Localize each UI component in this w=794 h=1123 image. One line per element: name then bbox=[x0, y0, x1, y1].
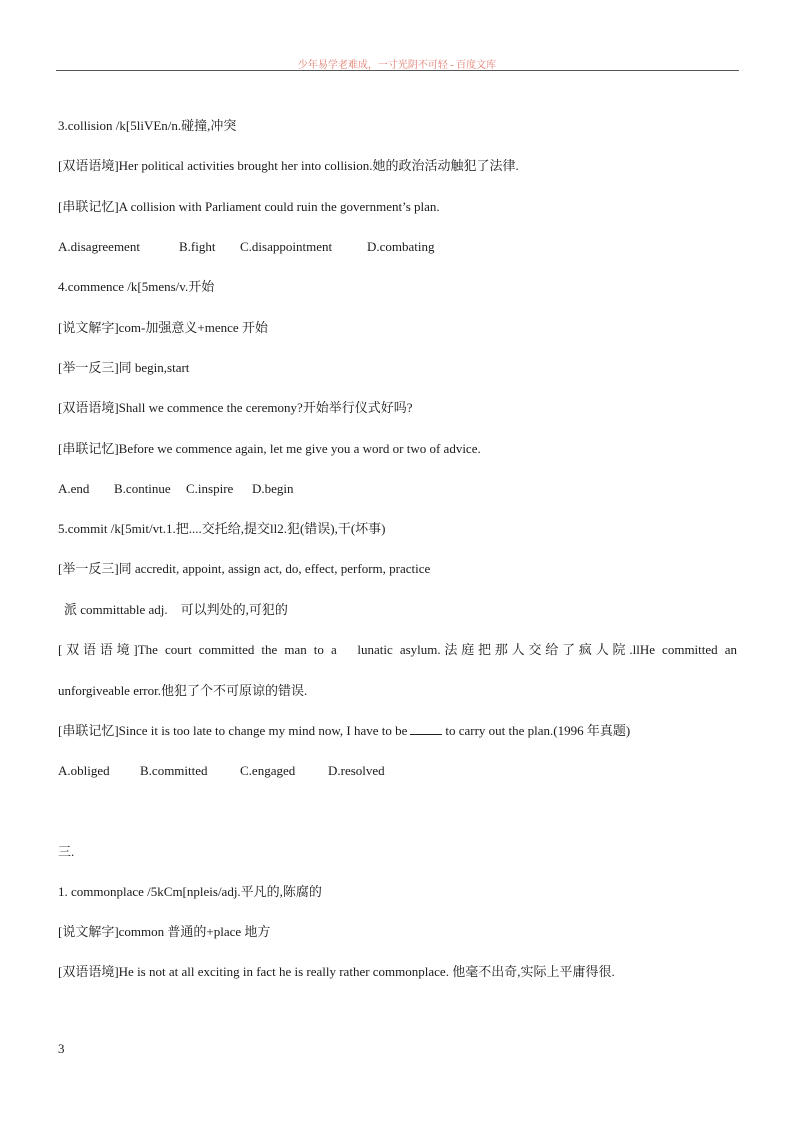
bilingual-context: [双语语境]The court committed the man to a lunatic asylum.法庭把那人交给了疯人院.llHe committed an bbox=[58, 642, 737, 657]
section-heading: 三. bbox=[58, 844, 75, 859]
entry-headword: 4.commence /k[5mens/v.开始 bbox=[58, 279, 215, 294]
entry-headword: 3.collision /k[5liVEn/n.碰撞,冲突 bbox=[58, 118, 237, 133]
synonyms: [举一反三]同 accredit, appoint, assign act, do, effect, perform, practice bbox=[58, 561, 431, 576]
entry-headword: 5.commit /k[5mit/vt.1.把....交托给,提交ll2.犯(错误),干(坏事) bbox=[58, 521, 386, 536]
bilingual-context-continued: unforgiveable error.他犯了个不可原谅的错误. bbox=[58, 683, 308, 698]
option-b: B.continue bbox=[114, 481, 171, 496]
option-c: C.engaged bbox=[240, 763, 296, 778]
option-b: B.committed bbox=[140, 763, 208, 778]
option-d: D.resolved bbox=[328, 763, 385, 778]
association-memory bbox=[58, 723, 630, 739]
entry-headword: 1. commonplace /5kCm[npleis/adj.平凡的,陈腐的 bbox=[58, 884, 322, 899]
bilingual-context: [双语语境]Her political activities brought her into collision.她的政治活动触犯了法律. bbox=[58, 158, 519, 173]
answer-options bbox=[58, 239, 435, 255]
synonyms: [举一反三]同 begin,start bbox=[58, 360, 190, 375]
etymology: [说文解字]common 普通的+place 地方 bbox=[58, 924, 271, 939]
option-d: D.begin bbox=[252, 481, 294, 496]
etymology: [说文解字]com-加强意义+mence 开始 bbox=[58, 320, 268, 335]
answer-options bbox=[58, 763, 385, 779]
option-c: C.inspire bbox=[186, 481, 234, 496]
header-rule bbox=[56, 70, 739, 71]
derivative: 派 committable adj. 可以判处的,可犯的 bbox=[64, 602, 288, 617]
bilingual-context: [双语语境]Shall we commence the ceremony?开始举行仪式好吗? bbox=[58, 400, 413, 415]
association-text-continued: to carry out the plan.(1996 年真题) bbox=[445, 723, 631, 738]
page-number: 3 bbox=[58, 1041, 65, 1056]
option-b: B.fight bbox=[179, 239, 216, 254]
association-memory: [串联记忆]A collision with Parliament could ruin the government’s plan. bbox=[58, 199, 440, 214]
association-text: [串联记忆]Since it is too late to change my mind now, I have to be bbox=[58, 723, 408, 738]
option-a: A.obliged bbox=[58, 763, 110, 778]
bilingual-context: [双语语境]He is not at all exciting in fact he is really rather commonplace. 他毫不出奇,实际上平庸得很. bbox=[58, 964, 615, 979]
option-c: C.disappointment bbox=[240, 239, 333, 254]
option-a: A.disagreement bbox=[58, 239, 140, 254]
option-d: D.combating bbox=[367, 239, 435, 254]
association-memory: [串联记忆]Before we commence again, let me give you a word or two of advice. bbox=[58, 441, 481, 456]
option-a: A.end bbox=[58, 481, 90, 496]
fill-in-blank bbox=[410, 723, 442, 735]
header-text: 少年易学老难成，一寸光阴不可轻 - 百度文库 bbox=[297, 60, 497, 71]
answer-options bbox=[58, 481, 294, 497]
